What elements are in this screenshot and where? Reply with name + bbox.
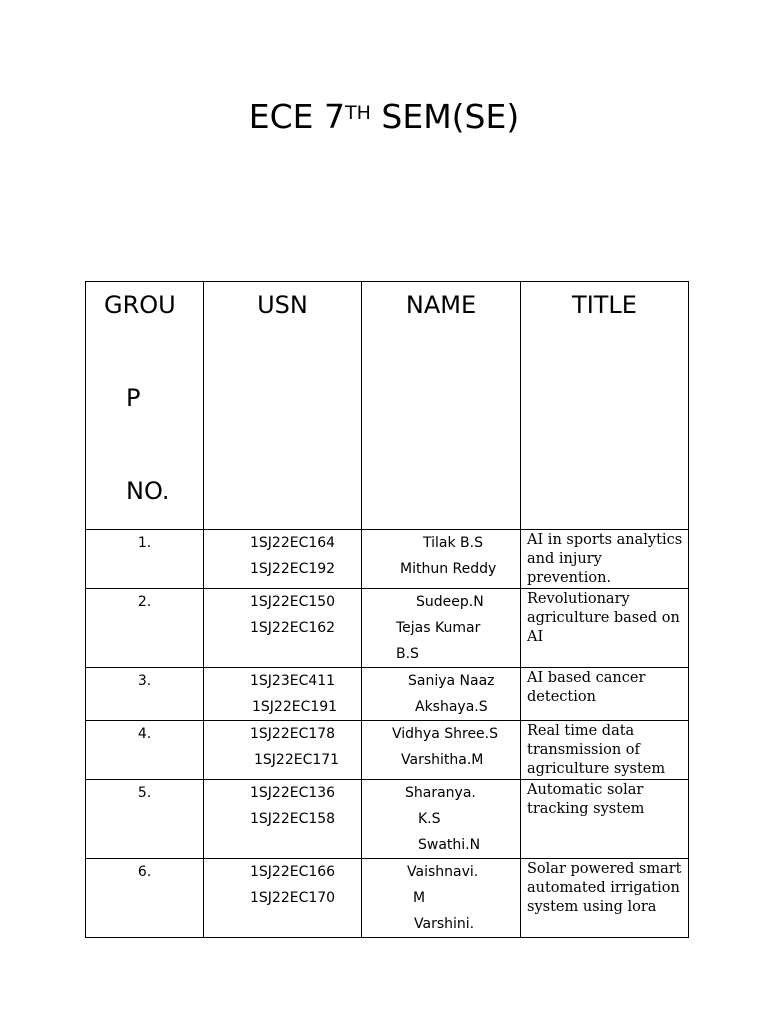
group-number: 4. xyxy=(86,721,204,780)
usn-cell xyxy=(204,859,362,938)
student-name: Varshini. xyxy=(414,916,475,932)
student-name: K.S xyxy=(418,811,441,827)
usn-value: 1SJ23EC411 xyxy=(250,673,336,689)
project-title: AI based cancer detection xyxy=(521,668,689,721)
usn-cell xyxy=(204,589,362,668)
page-title xyxy=(0,95,768,139)
header-usn: USN xyxy=(204,282,362,530)
usn-value: 1SJ22EC178 xyxy=(250,726,336,742)
title-prefix: ECE 7 xyxy=(248,97,345,136)
project-title: AI in sports analytics and injury prevention. xyxy=(521,530,689,589)
usn-value: 1SJ22EC171 xyxy=(254,752,340,768)
student-name: Vaishnavi. xyxy=(407,864,479,880)
project-title: Solar powered smart automated irrigation system using lora xyxy=(521,859,689,938)
student-name: Tejas Kumar xyxy=(396,620,481,636)
name-cell xyxy=(362,721,521,780)
student-name: Tilak B.S xyxy=(423,535,483,551)
usn-cell xyxy=(204,780,362,859)
name-cell xyxy=(362,859,521,938)
table-row xyxy=(86,589,689,668)
project-title: Automatic solar tracking system xyxy=(521,780,689,859)
header-group-line1: GROU xyxy=(104,291,176,319)
table-row xyxy=(86,668,689,721)
usn-cell xyxy=(204,668,362,721)
title-suffix: SEM(SE) xyxy=(370,97,520,136)
group-number: 5. xyxy=(86,780,204,859)
usn-value: 1SJ22EC170 xyxy=(250,890,336,906)
project-groups-table xyxy=(85,281,689,938)
table-header-row xyxy=(86,282,689,530)
usn-value: 1SJ22EC191 xyxy=(252,699,338,715)
name-cell xyxy=(362,780,521,859)
student-name: Sudeep.N xyxy=(416,594,484,610)
usn-value: 1SJ22EC164 xyxy=(250,535,336,551)
usn-value: 1SJ22EC136 xyxy=(250,785,336,801)
header-name: NAME xyxy=(362,282,521,530)
group-number: 6. xyxy=(86,859,204,938)
name-cell xyxy=(362,589,521,668)
name-cell xyxy=(362,668,521,721)
usn-value: 1SJ22EC150 xyxy=(250,594,336,610)
student-name: Varshitha.M xyxy=(401,752,484,768)
student-name: B.S xyxy=(396,646,419,662)
header-title: TITLE xyxy=(521,282,689,530)
header-group-no xyxy=(86,282,204,530)
student-name: Akshaya.S xyxy=(415,699,488,715)
usn-cell xyxy=(204,721,362,780)
header-group-line2: P xyxy=(126,384,141,412)
project-title: Revolutionary agriculture based on AI xyxy=(521,589,689,668)
project-title: Real time data transmission of agriculture system xyxy=(521,721,689,780)
table-row xyxy=(86,780,689,859)
table-row xyxy=(86,721,689,780)
table-row xyxy=(86,530,689,589)
title-superscript: TH xyxy=(345,102,371,124)
group-number: 2. xyxy=(86,589,204,668)
usn-value: 1SJ22EC192 xyxy=(250,561,336,577)
table-row xyxy=(86,859,689,938)
student-name: Mithun Reddy xyxy=(400,561,497,577)
usn-value: 1SJ22EC166 xyxy=(250,864,336,880)
student-name: M xyxy=(413,890,426,906)
name-cell xyxy=(362,530,521,589)
student-name: Sharanya. xyxy=(405,785,476,801)
usn-cell xyxy=(204,530,362,589)
group-number: 3. xyxy=(86,668,204,721)
usn-value: 1SJ22EC158 xyxy=(250,811,336,827)
student-name: Vidhya Shree.S xyxy=(392,726,499,742)
header-group-line3: NO. xyxy=(126,477,170,505)
group-number: 1. xyxy=(86,530,204,589)
student-name: Saniya Naaz xyxy=(408,673,495,689)
usn-value: 1SJ22EC162 xyxy=(250,620,336,636)
student-name: Swathi.N xyxy=(418,837,481,853)
